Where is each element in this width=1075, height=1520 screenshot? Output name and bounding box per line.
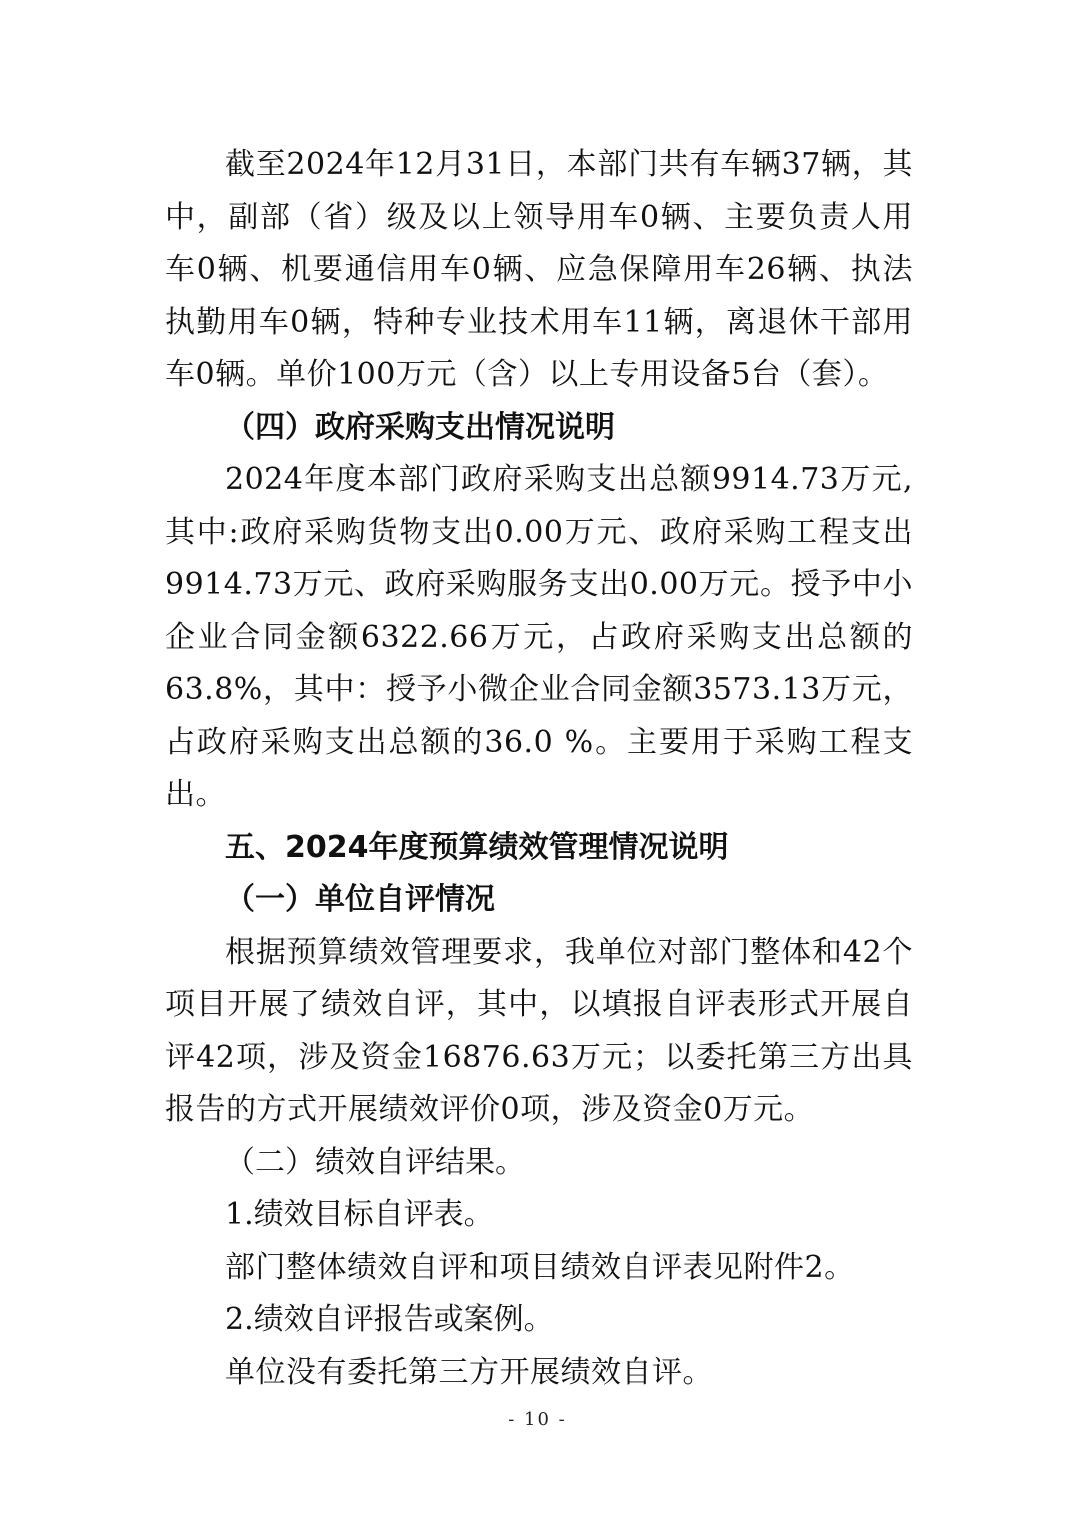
page-number: - 10 - bbox=[508, 1409, 567, 1430]
self-evaluation-paragraph: 根据预算绩效管理要求，我单位对部门整体和42个项目开展了绩效自评，其中，以填报自评表形式开展自评42项，涉及资金16876.63万元；以委托第三方出具报告的方式开展绩效评价0项，涉及资金0万元。 bbox=[165, 934, 913, 1127]
item-1-text: 部门整体绩效自评和项目绩效自评表见附件2。 bbox=[225, 1249, 855, 1285]
item-2-text: 单位没有委托第三方开展绩效自评。 bbox=[225, 1354, 713, 1390]
section-4-heading: （四）政府采购支出情况说明 bbox=[225, 409, 615, 445]
item-1-heading: 1.绩效目标自评表。 bbox=[225, 1197, 494, 1232]
chapter-5-heading: 五、2024年度预算绩效管理情况说明 bbox=[225, 829, 729, 865]
document-body bbox=[165, 139, 913, 1399]
subsection-1-heading: （一）单位自评情况 bbox=[225, 882, 495, 917]
item-2-heading: 2.绩效自评报告或案例。 bbox=[225, 1302, 554, 1337]
procurement-paragraph: 2024年度本部门政府采购支出总额9914.73万元,其中:政府采购货物支出0.00万元、政府采购工程支出9914.73万元、政府采购服务支出0.00万元。授予中小企业合同金额6322.66万元，占政府采购支出总额的63.8%，其中：授予小微企业合同金额3573.13万元，占政府采购支出总额的36.0 %。主要用于采购工程支出。 bbox=[165, 462, 913, 812]
vehicles-paragraph: 截至2024年12月31日，本部门共有车辆37辆，其中，副部（省）级及以上领导用车0辆、主要负责人用车0辆、机要通信用车0辆、应急保障用车26辆、执法执勤用车0辆，特种专业技术用车11辆，离退休干部用车0辆。单价100万元（含）以上专用设备5台（套）。 bbox=[165, 147, 913, 392]
subsection-2-heading: （二）绩效自评结果。 bbox=[225, 1144, 525, 1180]
